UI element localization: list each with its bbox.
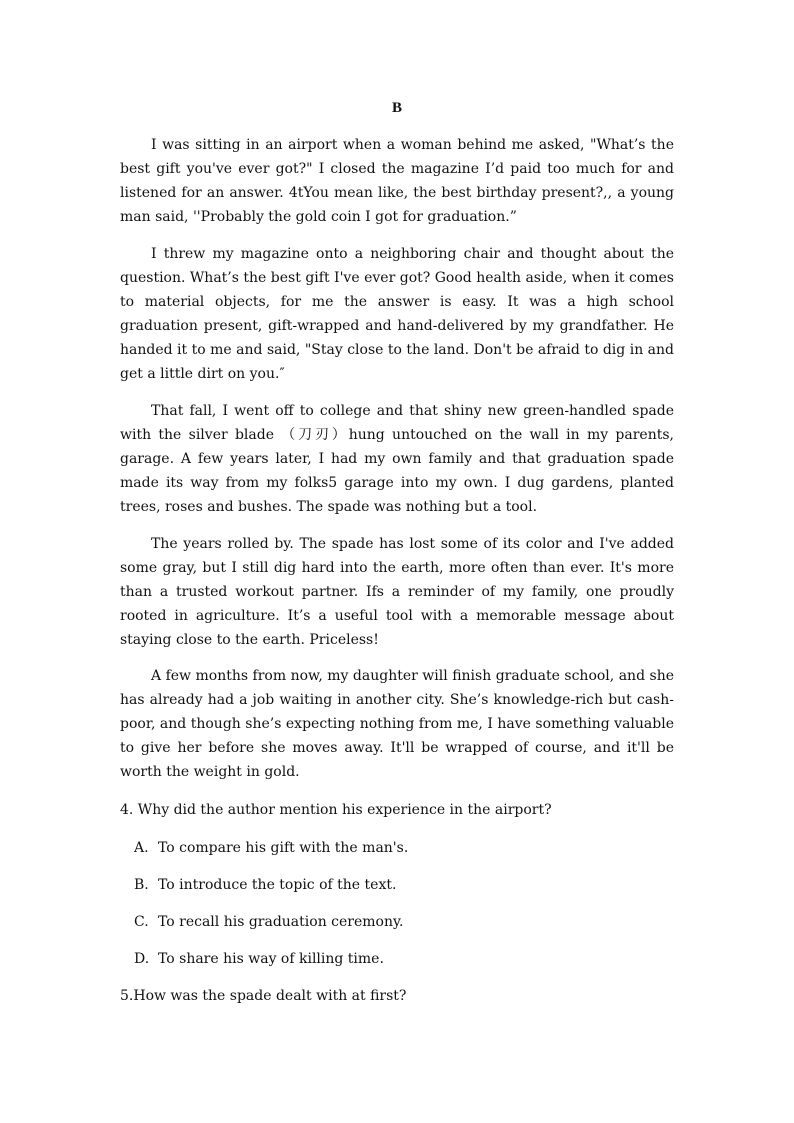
option-text: To compare his gift with the man's. xyxy=(158,840,409,856)
option-letter: A. xyxy=(134,840,149,856)
question-5-stem: 5.How was the spade dealt with at first? xyxy=(120,988,407,1004)
passage-paragraph-5: A few months from now, my daughter will finish graduate school, and she has already had a job waiting in another city. She’s knowledge-rich but cash-poor, and though she’s expecting nothing from me, I have something valuable to give her before she moves away. It'll be wrapped of course, and it'll be worth the weight in gold. xyxy=(120,668,674,780)
option-text: To recall his graduation ceremony. xyxy=(158,914,404,930)
option-text: To introduce the topic of the text. xyxy=(158,877,397,893)
passage-paragraph-1: I was sitting in an airport when a woman behind me asked, "What’s the best gift you've ever got?" I closed the magazine I’d paid too much for and listened for an answer. 4tYou mean like, the best birthday present?,, a young man said, ''Probably the gold coin I got for graduation.” xyxy=(120,137,674,225)
option-text: To share his way of killing time. xyxy=(158,951,384,967)
question-4-option-a xyxy=(134,838,674,858)
option-letter: D. xyxy=(134,951,150,967)
passage-paragraph-3: That fall, I went off to college and that shiny new green-handled spade with the silver blade （刀刃）hung untouched on the wall in my parents, garage. A few years later, I had my own family and that graduation spade made its way from my folks5 garage into my own. I dug gardens, planted trees, roses and bushes. The spade was nothing but a tool. xyxy=(120,403,674,515)
question-4-stem: 4. Why did the author mention his experience in the airport? xyxy=(120,802,552,818)
section-heading: B xyxy=(391,100,402,116)
passage-paragraph-4: The years rolled by. The spade has lost some of its color and I've added some gray, but I still dig hard into the earth, more often than ever. It's more than a trusted workout partner. Ifs a reminder of my family, one proudly rooted in agriculture. It’s a useful tool with a memorable message about staying close to the earth. Priceless! xyxy=(120,536,674,648)
option-letter: B. xyxy=(134,877,149,893)
option-letter: C. xyxy=(134,914,149,930)
question-4-option-c xyxy=(134,912,674,932)
question-4-option-d xyxy=(134,949,674,969)
question-4-option-b xyxy=(134,875,674,895)
passage-paragraph-2: I threw my magazine onto a neighboring chair and thought about the question. What’s the best gift I've ever got? Good health aside, when it comes to material objects, for me the answer is easy. It was a high school graduation present, gift-wrapped and hand-delivered by my grandfather. He handed it to me and said, "Stay close to the land. Don't be afraid to dig in and get a little dirt on you.″ xyxy=(120,246,674,382)
